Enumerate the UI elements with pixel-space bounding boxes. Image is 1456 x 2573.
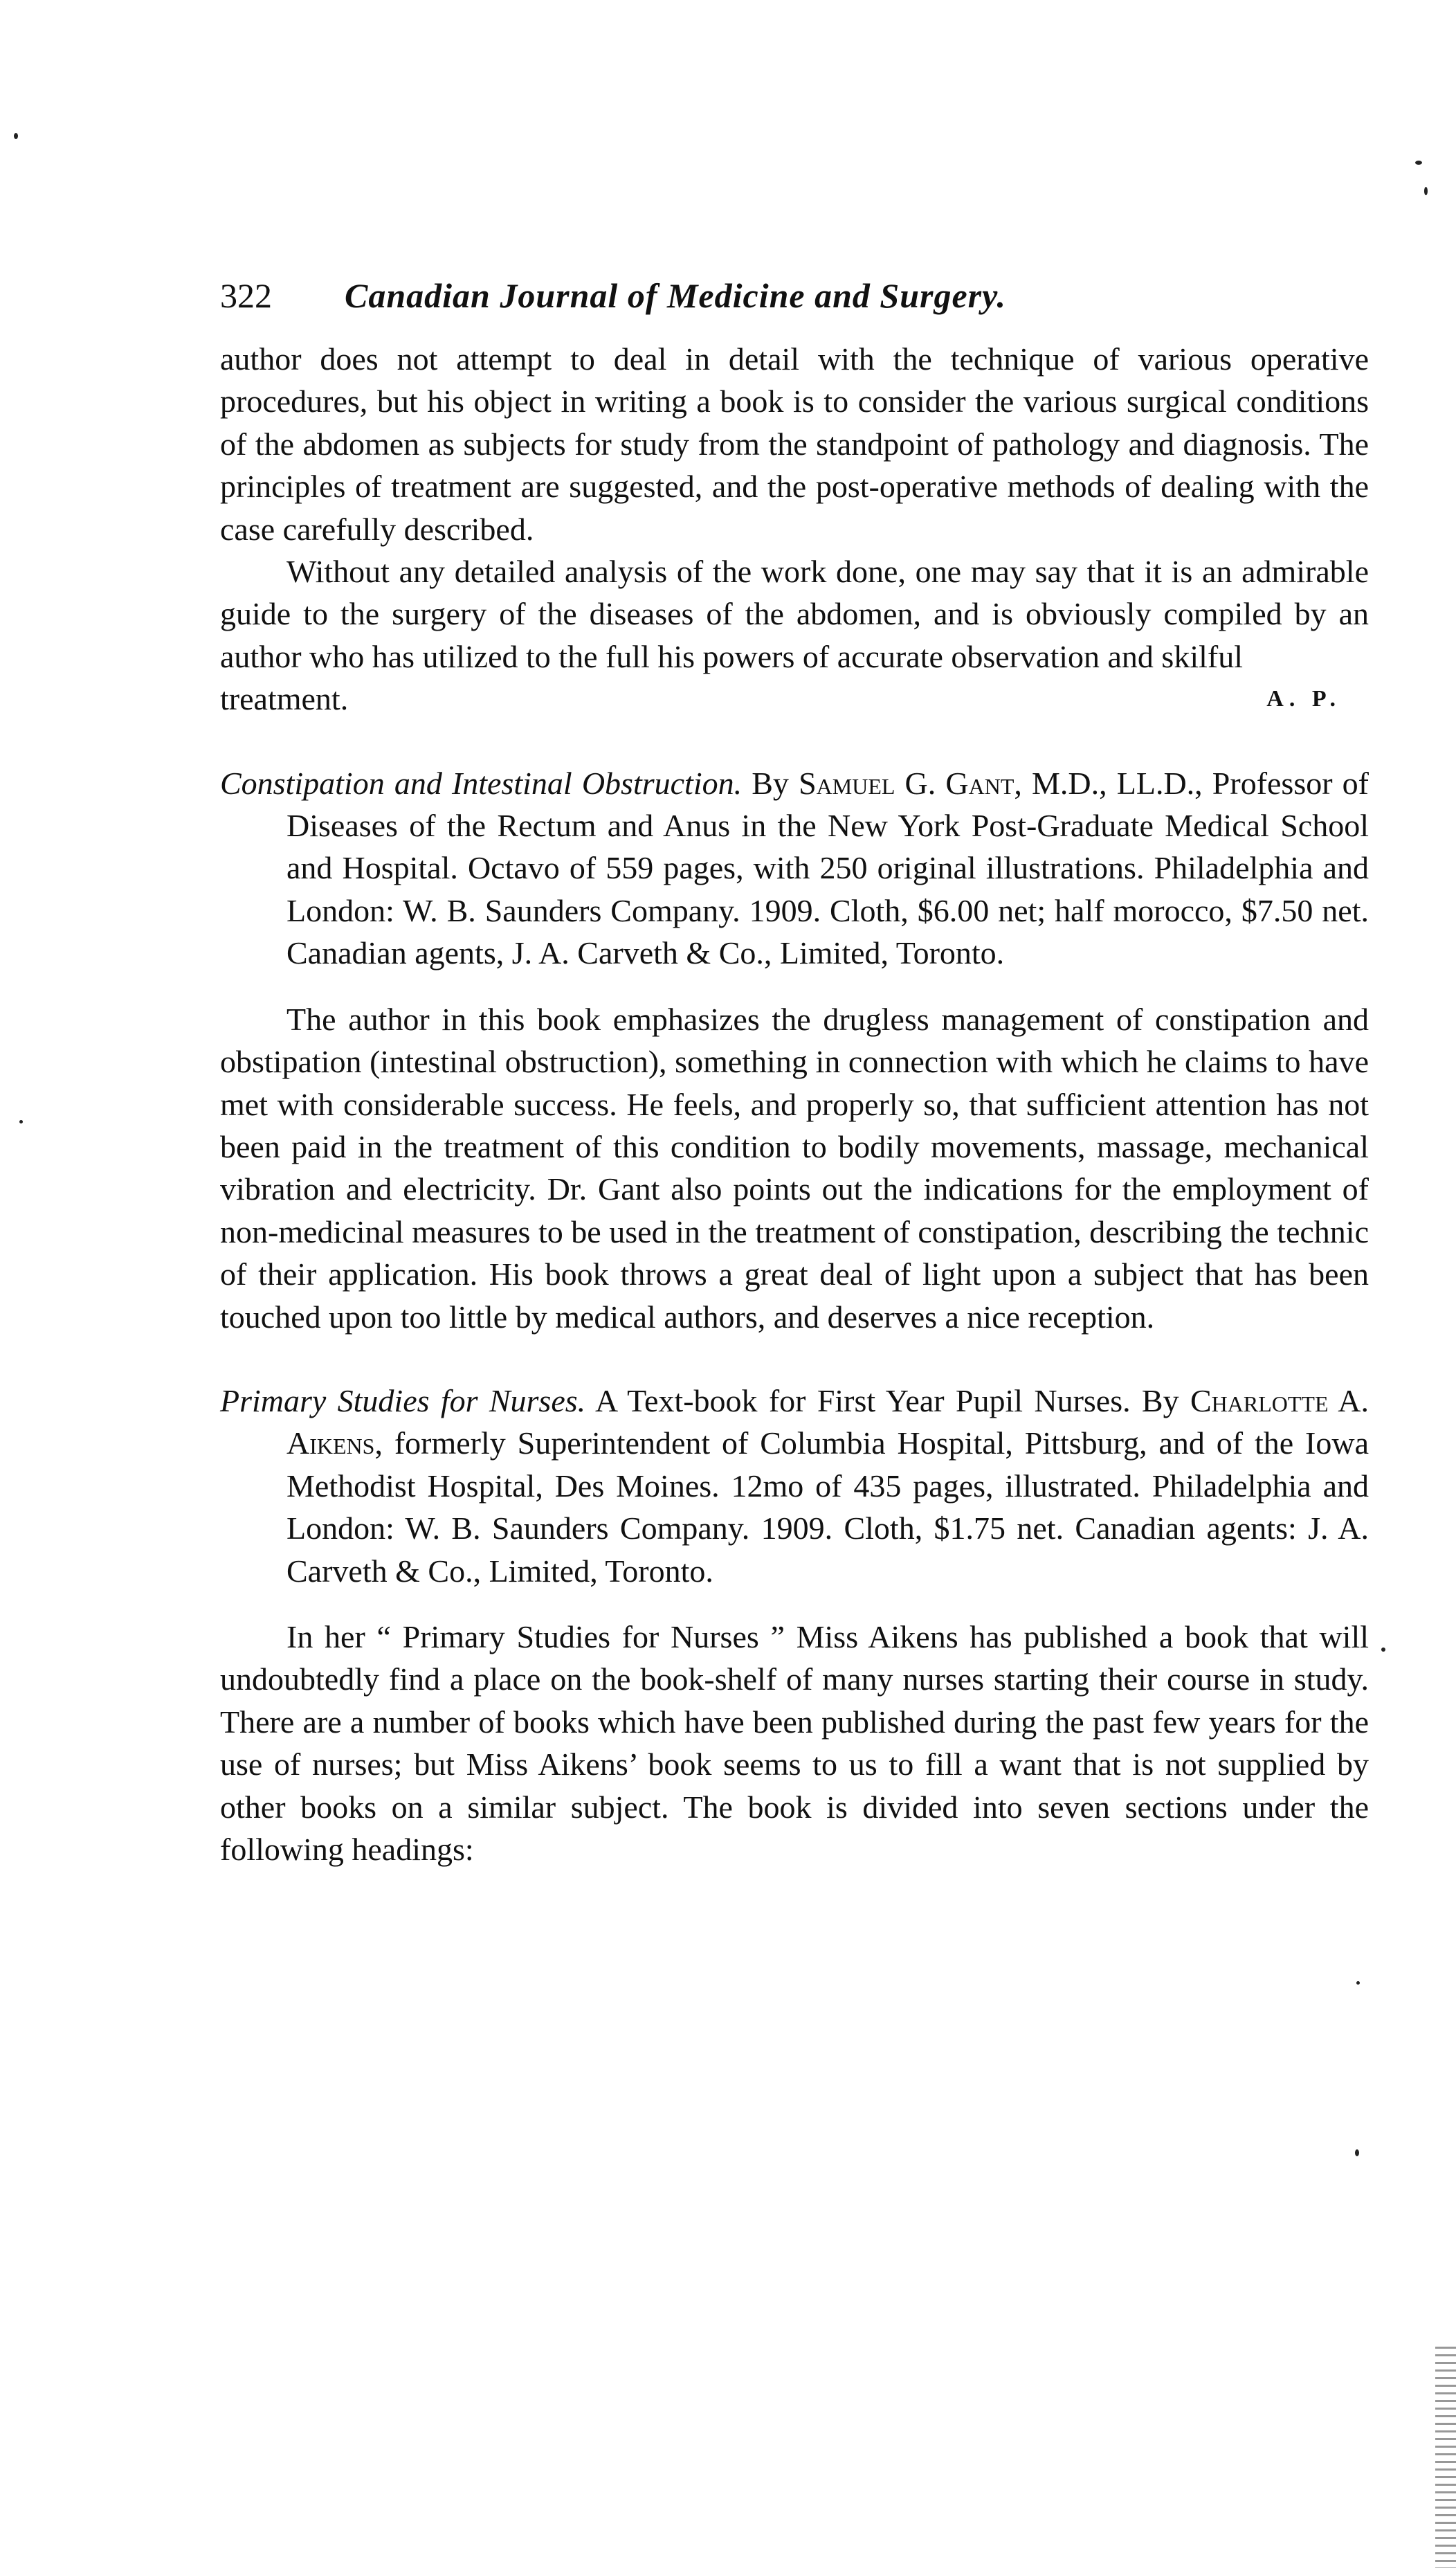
book-details: M.D., LL.D., Professor of Diseases of the Rectum and Anus in the New York Post-Graduate Medical School and Hospital. Octavo of 559 pages, with 250 original illustrations. Philadelphia and London: W. B. Saunders Company. 1909. Cloth, $6.00 net; half morocco, $7.50 net. Canadian agents, J. A. Carveth & Co., Limited, Toronto. (286, 765, 1369, 971)
spacer (220, 975, 1369, 998)
scan-speck (1356, 1981, 1360, 1985)
scan-edge-noise (1435, 2347, 1456, 2568)
review-text: Without any detailed analysis of the work done, one may say that it is an admirable guide to the surgery of the diseases of the abdomen, and is obviously compiled by an author who has utilized to the full his powers of accurate observation and skilful (220, 554, 1369, 674)
spacer (220, 721, 1369, 762)
book-entry (220, 1380, 1369, 1592)
review-text-last: treatment. (220, 681, 349, 717)
book-lead: A Text-book for First Year Pupil Nurses. By (594, 1382, 1179, 1418)
scan-speck (1424, 187, 1428, 195)
review-paragraph: author does not attempt to deal in detail with the technique of various operative procedures, but his object in writing a book is to consider the various surgical conditions of the abdomen as subjects for study from the standpoint of pathology and diagnosis. The principles of treatment are suggested, and the post-operative methods of dealing with the case carefully described. (220, 341, 1369, 547)
book-title: Primary Studies for Nurses. (220, 1382, 586, 1418)
scan-speck (1415, 161, 1422, 165)
page (220, 276, 1369, 1870)
scan-speck (19, 1120, 23, 1123)
review-paragraph: The author in this book emphasizes the drugless management of constipation and obstipation (intestinal obstruction), something in connection with which he claims to have met with considerable success. He feels, and properly so, that sufficient attention has not been paid in the treatment of this condition to bodily movements, massage, mechanical vibration and electricity. Dr. Gant also points out the indications for the employment of non-medicinal measures to be used in the treatment of constipation, describing the technic of their application. His book throws a great deal of light upon a subject that has been touched upon too little by medical authors, and deserves a nice reception. (220, 1001, 1369, 1335)
book-entry (220, 762, 1369, 975)
review-paragraph: In her “ Primary Studies for Nurses ” Miss Aikens has published a book that will undoubtedly find a place on the book-shelf of many nurses starting their course in study. There are a number of books which have been published during the past few years for the use of nurses; but Miss Aikens’ book seems to us to fill a want that is not supplied by other books on a similar subject. The book is divided into seven sections under the following headings: (220, 1618, 1369, 1867)
book-title: Constipation and Intestinal Obstruction. (220, 765, 743, 801)
review-closing-line (220, 678, 1369, 720)
page-number: 322 (220, 276, 272, 315)
journal-title: Canadian Journal of Medicine and Surgery. (345, 276, 1006, 315)
book-author: Charlotte A. Aikens, (286, 1382, 1369, 1461)
reviewer-signature: A. P. (1266, 686, 1341, 712)
spacer (220, 1338, 1369, 1380)
scan-speck (14, 133, 18, 139)
running-head (220, 276, 1369, 338)
review-paragraph (220, 550, 1369, 678)
spacer (220, 1592, 1369, 1616)
scan-speck (1355, 2149, 1359, 2156)
by-word: By (752, 765, 789, 801)
book-author: Samuel G. Gant, (799, 765, 1022, 801)
book-details: formerly Superintendent of Columbia Hospital, Pittsburg, and of the Iowa Methodist Hospital, Des Moines. 12mo of 435 pages, illustrated. Philadelphia and London: W. B. Saunders Company. 1909. Cloth, $1.75 net. Canadian agents: J. A. Carveth & Co., Limited, Toronto. (286, 1425, 1369, 1589)
scan-speck (1381, 1647, 1385, 1652)
